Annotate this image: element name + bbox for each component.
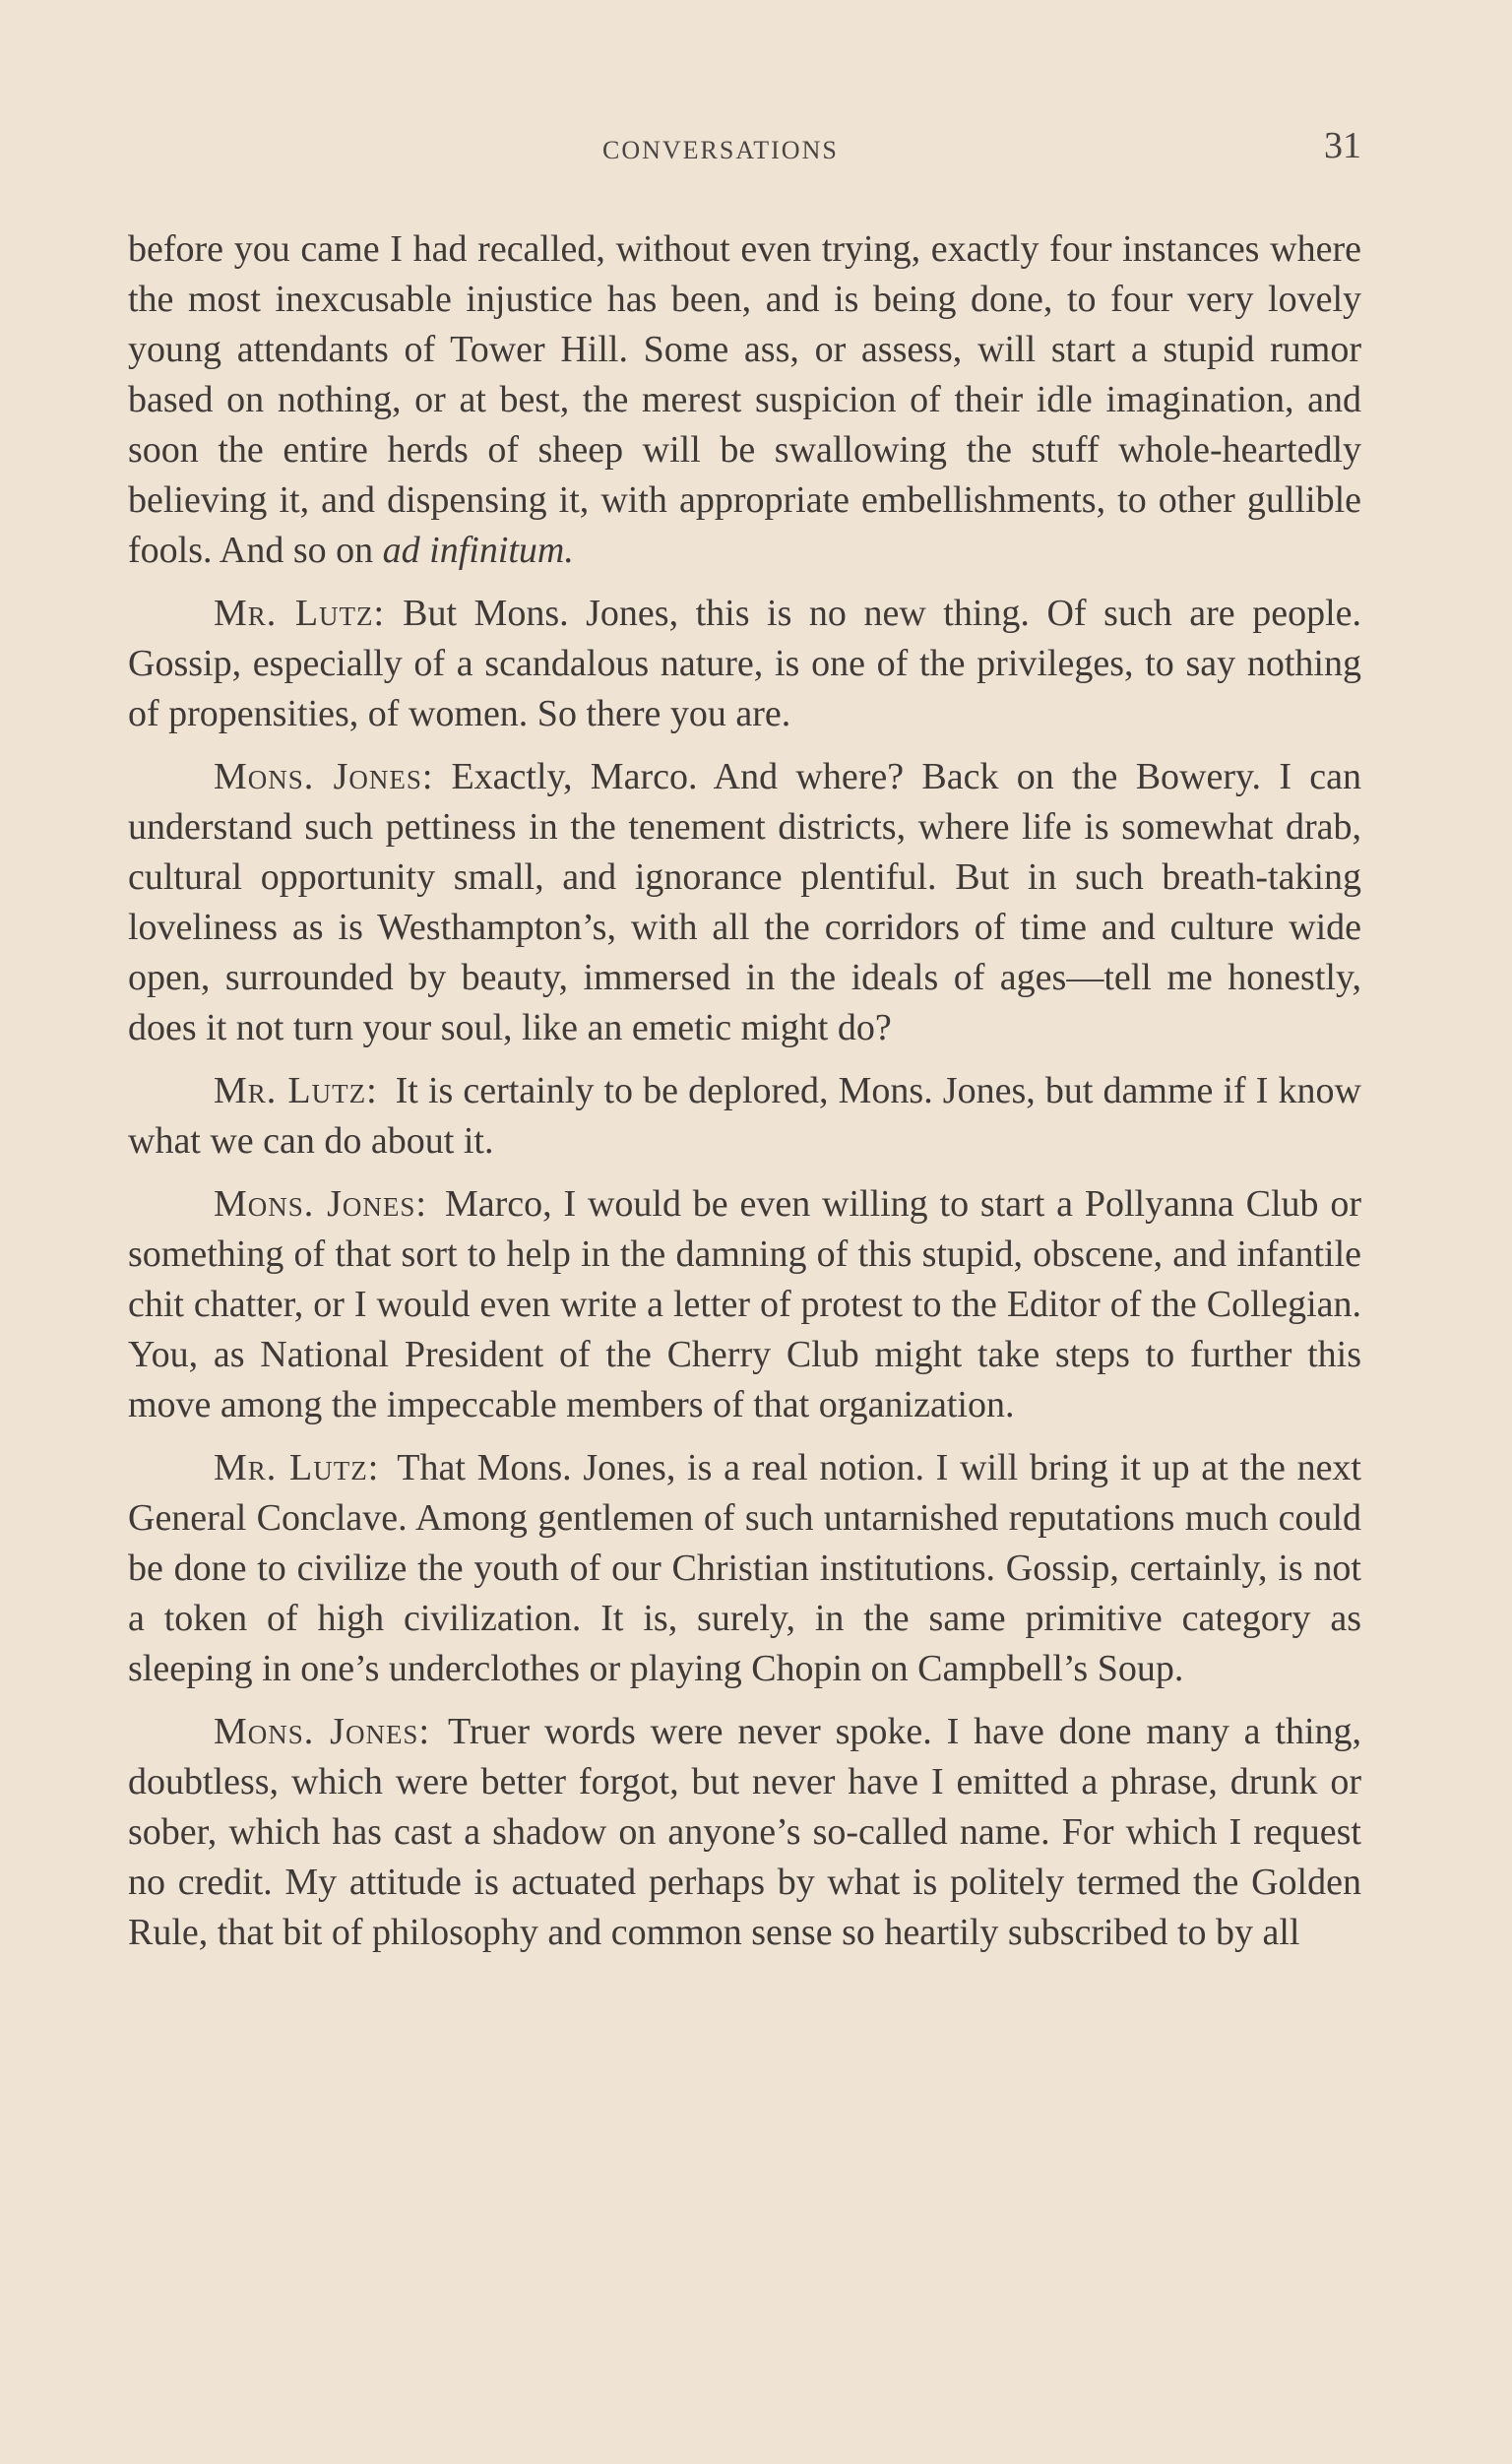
dialogue-jones-1	[128, 752, 1361, 1053]
dialogue-text: That Mons. Jones, is a real notion. I will bring it up at the next General Conclave. Among gentlemen of such untarnished reputations much could be done to civilize the youth of our Christian institutions. Gossip, certainly, is not a token of high civilization. It is, surely, in the same primitive category as sleeping in one’s underclothes or playing Chopin on Campbell’s Soup.	[128, 1447, 1361, 1689]
dialogue-text: It is certainly to be deplored, Mons. Jones, but damme if I know what we can do about it.	[128, 1070, 1361, 1162]
dialogue-lutz-1	[128, 589, 1361, 739]
paragraph-continuation	[128, 224, 1361, 576]
speaker-label: Mr. Lutz:	[214, 1070, 378, 1111]
dialogue-lutz-2	[128, 1066, 1361, 1167]
speaker-label: Mons. Jones:	[214, 1183, 427, 1225]
speaker-label: Mr. Lutz:	[214, 593, 386, 634]
page-body	[128, 224, 1361, 1958]
dialogue-jones-3	[128, 1707, 1361, 1958]
dialogue-lutz-3	[128, 1443, 1361, 1694]
dialogue-text: Truer words were never spoke. I have done many a thing, doubtless, which were better forgot, but never have I emitted a phrase, drunk or sober, which has cast a shadow on anyone’s so-called name. For which I request no credit. My attitude is actuated perhaps by what is politely termed the Golden Rule, that bit of philosophy and common sense so heartily subscribed to by all	[128, 1711, 1362, 1953]
paragraph-text: before you came I had recalled, without even trying, exactly four instances where the most inexcusable injustice has been, and is being done, to four very lovely young attendants of Tower Hill. Some ass, or assess, will start a stupid rumor based on nothing, or at best, the merest suspicion of their idle imagination, and soon the entire herds of sheep will be swallowing the stuff whole-heartedly believing it, and dispensing it, with appropriate embellishments, to other gullible fools. And so on	[128, 228, 1361, 571]
dialogue-text: Marco, I would be even willing to start a Pollyanna Club or something of that sort to help in the damning of this stupid, obscene, and infantile chit chatter, or I would even write a letter of protest to the Editor of the Collegian. You, as National President of the Cherry Club might take steps to further this move among the impeccable members of that organization.	[128, 1183, 1361, 1425]
speaker-label: Mons. Jones:	[214, 756, 434, 797]
dialogue-text: But Mons. Jones, this is no new thing. Of such are people. Gossip, especially of a scandalous nature, is one of the privileges, to say nothing of propensities, of women. So there you are.	[128, 593, 1361, 734]
speaker-label: Mr. Lutz:	[214, 1447, 380, 1488]
running-head: CONVERSATIONS	[602, 136, 839, 164]
dialogue-text: Exactly, Marco. And where? Back on the Bowery. I can understand such pettiness in the tenement districts, where life is somewhat drab, cultural opportunity small, and ignorance plentiful. But in such breath-taking loveliness as is Westhampton’s, with all the corridors of time and culture wide open, surrounded by beauty, immersed in the ideals of ages—tell me honestly, does it not turn your soul, like an emetic might do?	[128, 756, 1361, 1048]
speaker-label: Mons. Jones:	[214, 1711, 431, 1752]
dialogue-jones-2	[128, 1179, 1361, 1430]
page-number: 31	[1324, 125, 1361, 166]
latin-phrase: ad infinitum.	[382, 530, 574, 571]
